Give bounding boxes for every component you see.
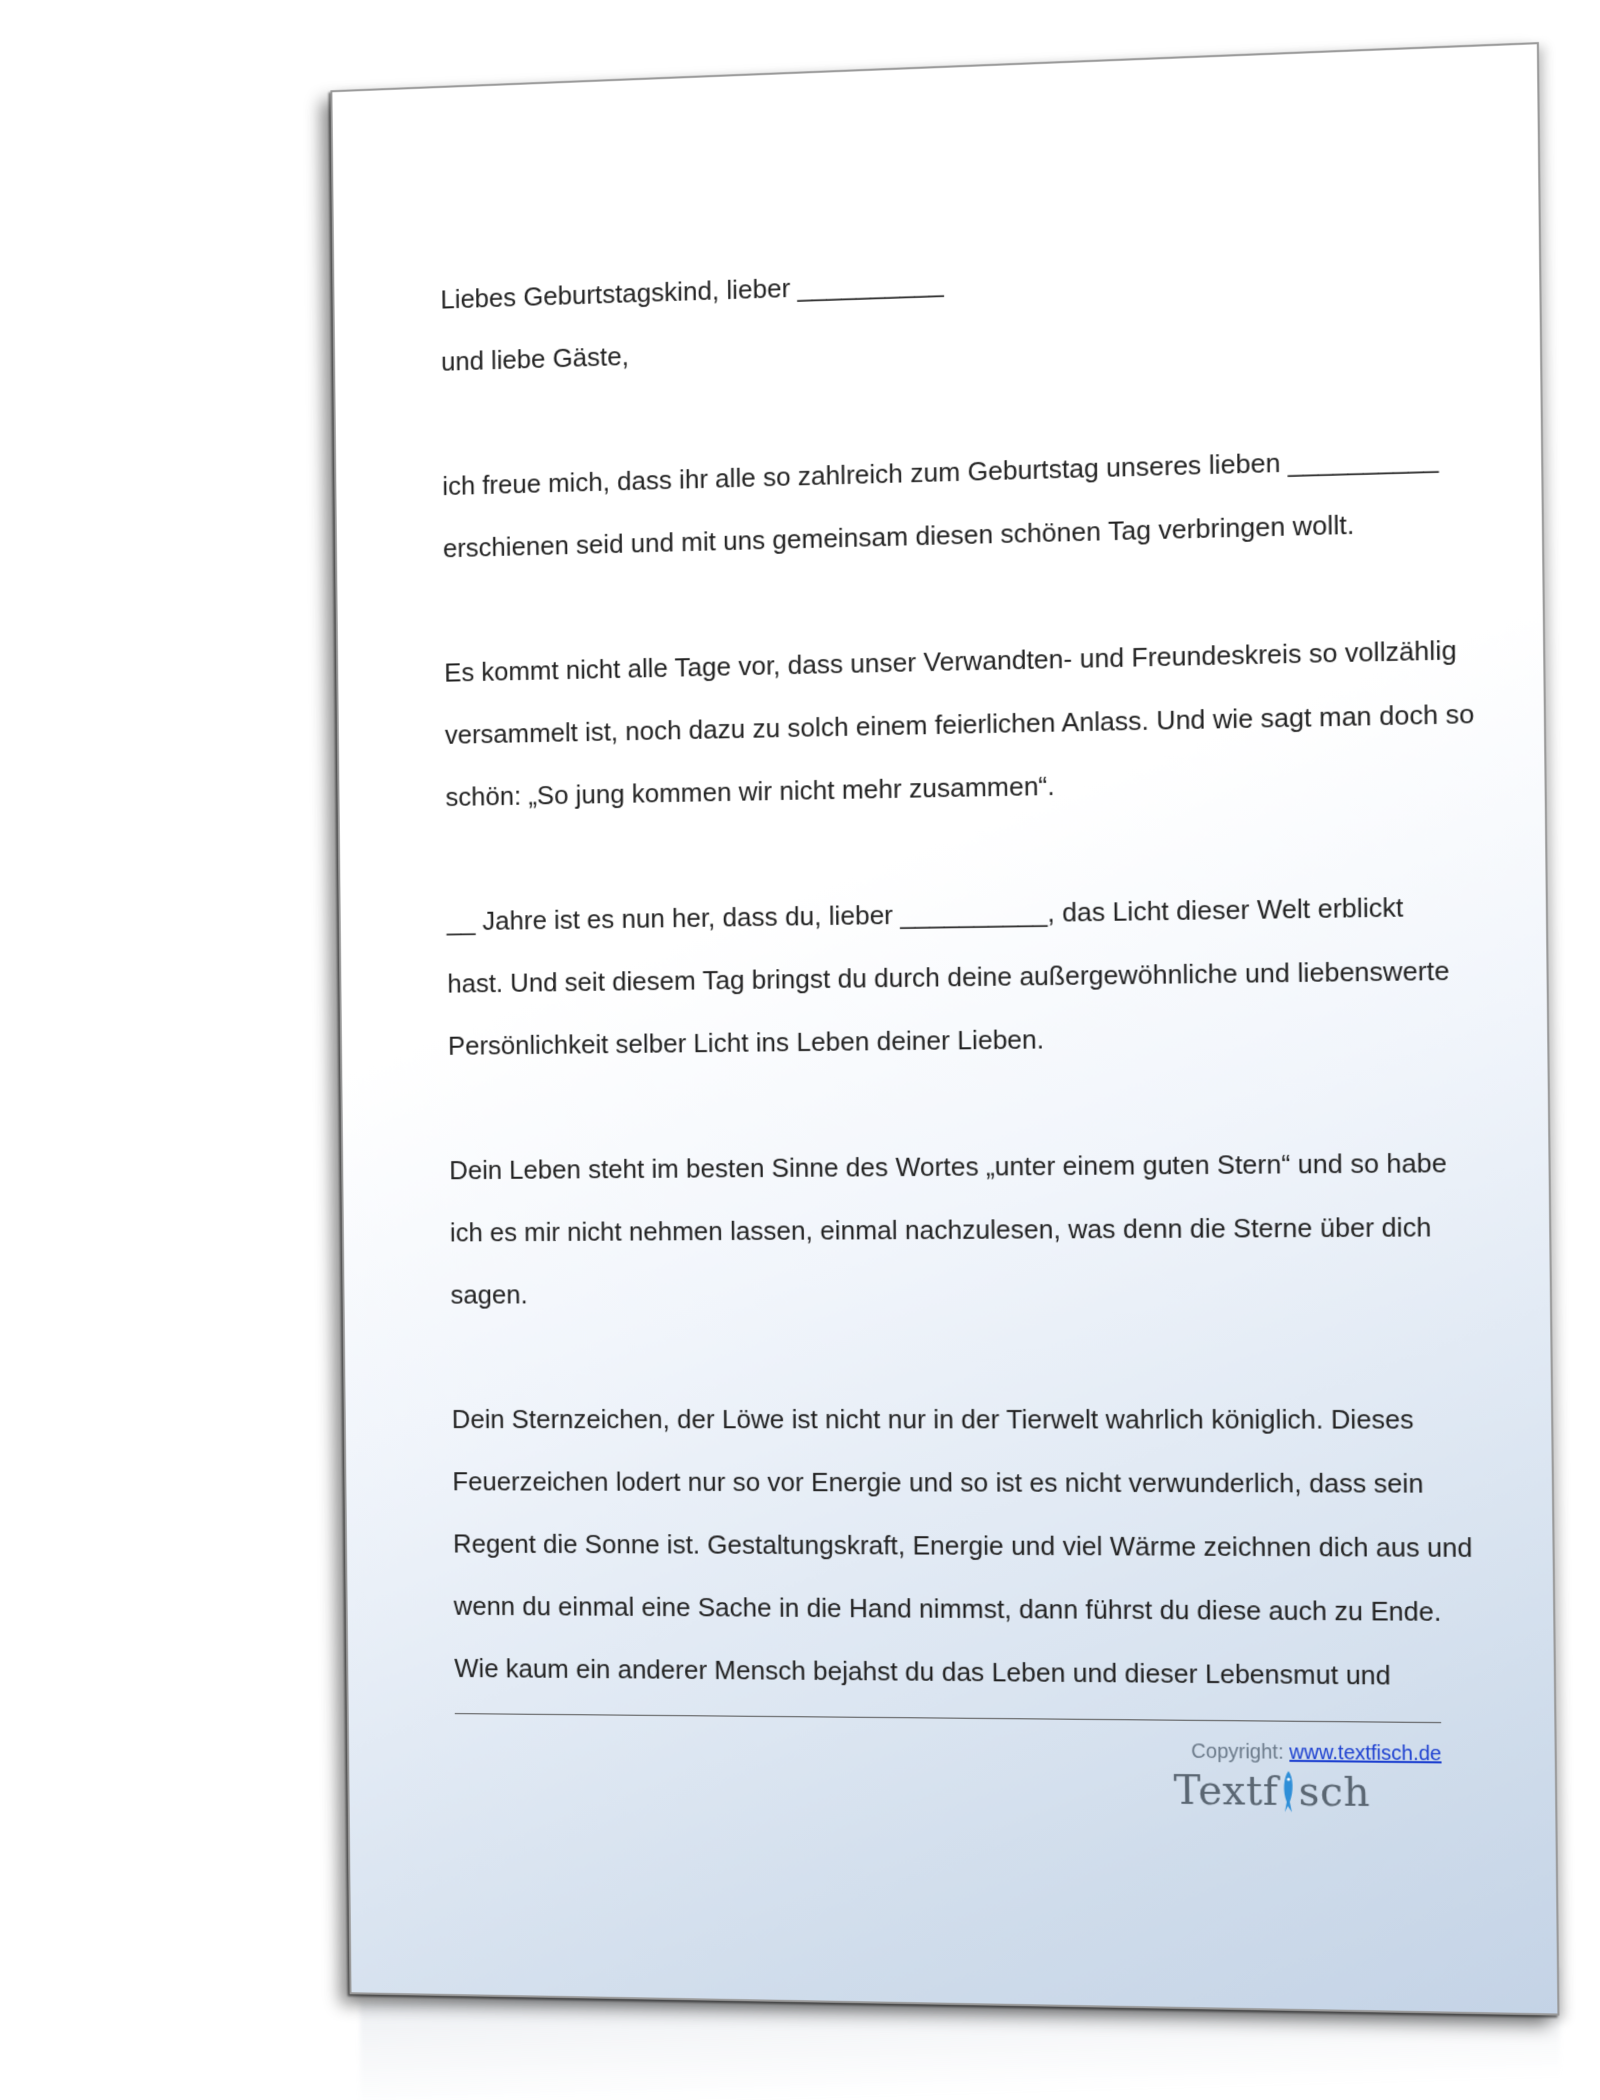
letter-line: wenn du einmal eine Sache in die Hand nimmst, dann führst du diese auch zu Ende. [453,1590,1442,1628]
paragraph-gap [451,1323,1448,1388]
footer-divider [455,1713,1441,1723]
letter-line: Dein Leben steht im besten Sinne des Wortes „unter einem guten Stern“ und so habe [449,1147,1448,1186]
letter-line: Es kommt nicht alle Tage vor, dass unser Verwandten- und Freundeskreis so vollzählig [444,634,1457,688]
copyright-notice [1076,1739,1442,1766]
letter-body [440,234,1475,1707]
page-footer [1076,1739,1442,1818]
letter-line: ich freue mich, dass ihr alle so zahlreich zum Geburtstag unseres lieben __________ [442,442,1439,502]
fish-icon [1278,1767,1299,1817]
letter-line: und liebe Gäste, [440,340,629,377]
letter-line: ich es mir nicht nehmen lassen, einmal nachzulesen, was denn die Sterne über dich [449,1211,1432,1248]
letter-line: Wie kaum ein anderer Mensch bejahst du das Leben und dieser Lebensmut und [454,1652,1391,1691]
letter-line: Persönlichkeit selber Licht ins Leben deiner Lieben. [447,1023,1045,1061]
logo-text-start: Textf [1173,1766,1279,1816]
letter-line: erschienen seid und mit uns gemeinsam diesen schönen Tag verbringen wollt. [442,509,1355,564]
letter-line: Dein Sternzeichen, der Löwe ist nicht nur in der Tierwelt wahrlich königlich. Dieses [451,1403,1414,1435]
copyright-label: Copyright: [1191,1740,1284,1764]
letter-line: Liebes Geburtstagskind, lieber __________ [440,267,944,315]
logo-text-end: sch [1298,1768,1371,1817]
letter-line: Feuerzeichen lodert nur so vor Energie und so ist es nicht verwunderlich, dass sein [452,1466,1424,1499]
letter-line: schön: „So jung kommen wir nicht mehr zusammen“. [445,770,1055,813]
letter-line: versammelt ist, noch dazu zu solch einem feierlichen Anlass. Und wie sagt man doch so [444,698,1475,750]
letter-line: Regent die Sonne ist. Gestaltungskraft, Energie und viel Wärme zeichnen dich aus und [452,1528,1473,1564]
letter-line: hast. Und seit diesem Tag bringst du durch deine außergewöhnliche und liebenswerte [447,955,1450,999]
copyright-link[interactable]: www.textfisch.de [1289,1741,1442,1766]
letter-line: __ Jahre ist es nun her, dass du, lieber __________, das Licht dieser Welt erblickt [446,891,1404,937]
paragraph-gap [448,1067,1445,1139]
document-page [330,42,1559,2016]
textfisch-logo [1174,1766,1371,1818]
letter-line: sagen. [450,1279,528,1310]
